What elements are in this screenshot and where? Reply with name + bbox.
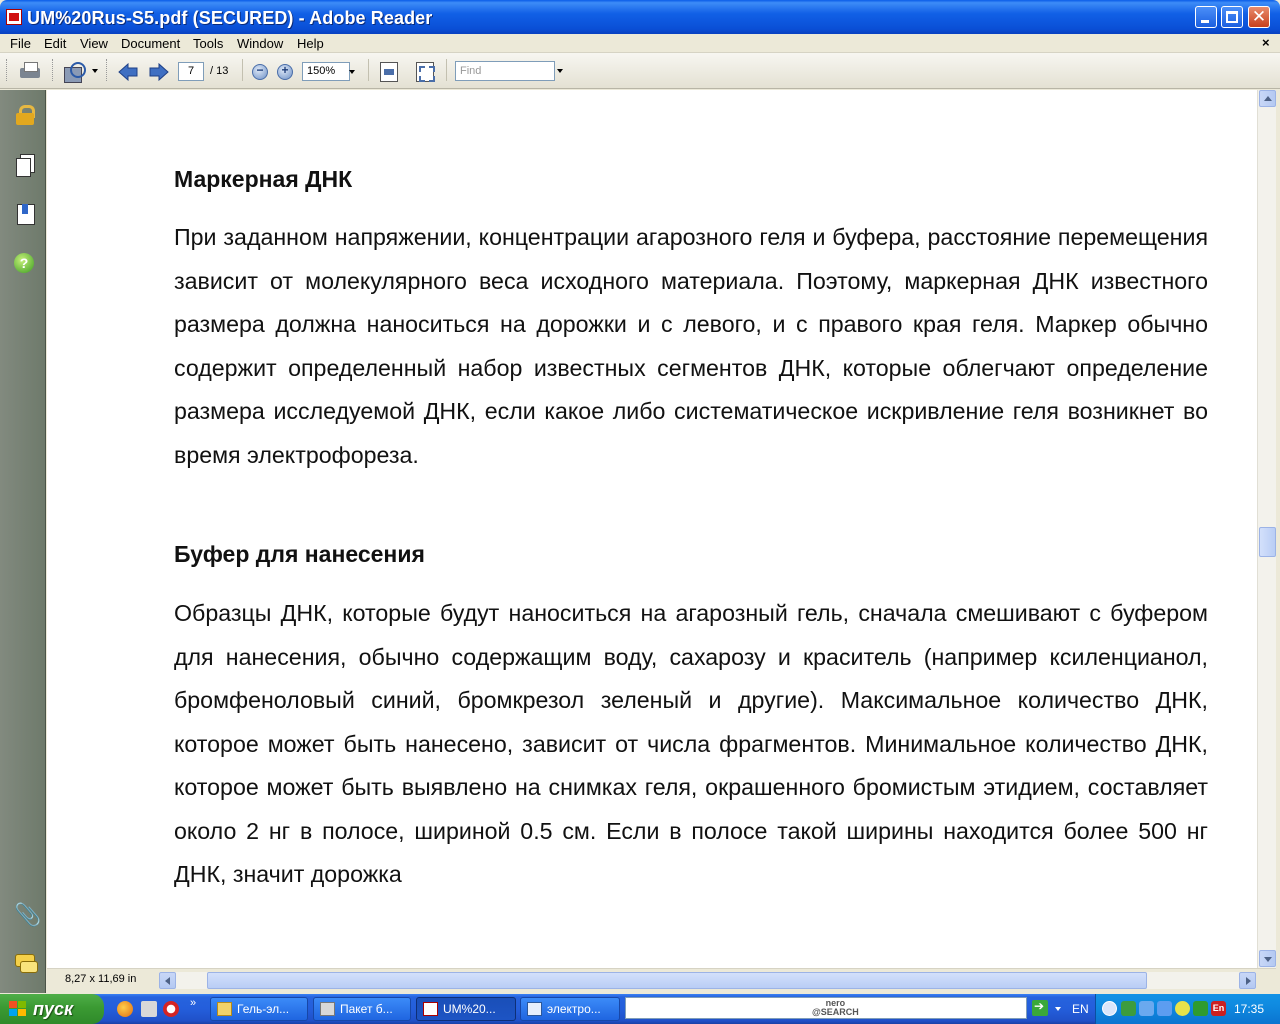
language-indicator[interactable]: EN <box>1072 1002 1089 1016</box>
scroll-down-icon[interactable] <box>1259 950 1276 967</box>
nero-search-input[interactable] <box>625 997 1027 1019</box>
section-heading: Буфер для нанесения <box>174 541 425 567</box>
search-dropdown-icon[interactable] <box>1055 1007 1061 1011</box>
section-paragraph: При заданном напряжении, концентрации агарозного геля и буфера, расстояние перемещения зависит от молекулярного веса исходного материала. Поэтому, маркерная ДНК известного размера должна наноситься на дорожки и с левого, и с правого края геля. Маркер обычно содержит определенный набор известных сегментов ДНК, которые облегчают определение размера исследуемой ДНК, если какое либо систематическое искривление геля возникнет во время электрофореза. <box>174 224 1208 468</box>
maximize-button[interactable] <box>1221 6 1243 28</box>
document-view[interactable] <box>47 90 1257 968</box>
fit-width-icon[interactable] <box>416 62 434 82</box>
menu-help[interactable]: Help <box>297 36 324 51</box>
security-shield-icon[interactable] <box>1175 1001 1190 1016</box>
search-go-icon[interactable] <box>1032 1000 1048 1016</box>
minimize-icon <box>1201 20 1209 23</box>
print-icon[interactable] <box>18 61 42 81</box>
zoom-level-input[interactable]: 150% <box>302 62 350 81</box>
menu-bar <box>0 34 1280 53</box>
system-tray <box>1095 994 1280 1024</box>
paperclip-icon[interactable]: 📎 <box>14 902 42 927</box>
navigation-pane <box>0 90 46 993</box>
toolbar-grip[interactable] <box>6 59 9 81</box>
vertical-scroll-thumb[interactable] <box>1259 527 1276 557</box>
zoom-dropdown[interactable] <box>346 62 358 81</box>
close-button[interactable] <box>1248 6 1270 28</box>
connection-icon[interactable] <box>1157 1001 1172 1016</box>
find-dropdown-icon[interactable] <box>557 69 563 73</box>
previous-page-icon[interactable] <box>118 63 138 81</box>
pages-icon[interactable] <box>14 154 36 176</box>
document-close-icon[interactable]: × <box>1262 35 1270 50</box>
search-document-icon[interactable] <box>62 61 90 83</box>
menu-edit[interactable]: Edit <box>44 36 67 51</box>
section-heading: Маркерная ДНК <box>174 166 353 192</box>
next-page-icon[interactable] <box>149 63 169 81</box>
taskbar-item-word[interactable] <box>520 997 620 1021</box>
taskbar-item-label: UM%20... <box>443 1002 496 1016</box>
taskbar <box>0 994 1280 1024</box>
toolbar-separator <box>242 59 243 81</box>
folder-icon <box>217 1002 232 1016</box>
page-size-label: 8,27 x 11,69 in <box>65 973 137 985</box>
start-label: пуск <box>33 999 74 1019</box>
toolbar-separator <box>446 59 447 81</box>
page-number-input[interactable]: 7 <box>178 62 204 81</box>
adobe-reader-icon <box>6 9 22 25</box>
scroll-right-icon[interactable] <box>1239 972 1256 989</box>
window-title: UM%20Rus-S5.pdf (SECURED) - Adobe Reader <box>27 8 433 28</box>
display-icon[interactable] <box>1139 1001 1154 1016</box>
windows-logo-icon <box>9 1001 27 1017</box>
menu-view[interactable]: View <box>80 36 108 51</box>
clock[interactable]: 17:35 <box>1234 1002 1265 1016</box>
page-count: / 13 <box>210 65 229 77</box>
toolbar-separator <box>368 59 369 81</box>
title-bar[interactable] <box>0 0 1280 34</box>
taskbar-item-package[interactable] <box>313 997 411 1021</box>
scroll-up-icon[interactable] <box>1259 90 1276 107</box>
keyboard-layout-icon[interactable]: En <box>1211 1001 1226 1016</box>
menu-window[interactable]: Window <box>237 36 284 51</box>
bookmarks-icon[interactable] <box>14 203 36 225</box>
fit-page-icon[interactable] <box>380 62 398 82</box>
vertical-scrollbar[interactable] <box>1257 90 1276 968</box>
start-button[interactable] <box>0 994 104 1024</box>
pdf-icon <box>423 1002 438 1016</box>
firefox-icon[interactable] <box>117 1001 133 1017</box>
opera-icon[interactable] <box>163 1001 179 1017</box>
zoom-in-icon[interactable]: + <box>277 64 293 80</box>
maximize-icon <box>1226 11 1238 23</box>
toolbar-grip[interactable] <box>52 59 55 81</box>
tray-collapse-icon[interactable] <box>1102 1001 1117 1016</box>
antivirus-icon[interactable] <box>1193 1001 1208 1016</box>
find-input[interactable]: Find <box>455 61 555 81</box>
nero-search-logo: nero @SEARCH <box>812 998 859 1017</box>
menu-tools[interactable]: Tools <box>193 36 224 51</box>
word-document-icon <box>527 1002 542 1016</box>
section-paragraph: Образцы ДНК, которые будут наноситься на агарозный гель, сначала смешивают с буфером для нанесения, обычно содержащим воду, сахарозу и краситель (например ксиленцианол, бромфеноловый синий, бромкрезол зеленый и другие). Максимальное количество ДНК, которое может быть нанесено, зависит от числа фрагментов. Минимальное количество ДНК, которое может быть выявлено на снимках геля, окрашенного бромистым этидием, составляет около 2 нг в полосе, шириной 0.5 см. Если в полосе такой ширины находится более 500 нг ДНК, значит дорожка <box>174 600 1208 887</box>
minimize-button[interactable] <box>1195 6 1217 28</box>
quicklaunch-more-icon[interactable]: » <box>190 997 197 1009</box>
zoom-out-icon[interactable]: − <box>252 64 268 80</box>
search-dropdown-icon[interactable] <box>92 69 98 73</box>
taskbar-item-label: Пакет б... <box>340 1002 393 1016</box>
horizontal-scroll-thumb[interactable] <box>207 972 1147 989</box>
help-icon[interactable]: ? <box>14 253 34 273</box>
quicklaunch-app-icon[interactable] <box>141 1001 157 1017</box>
status-bar <box>47 968 1276 990</box>
package-icon <box>320 1002 335 1016</box>
toolbar <box>0 53 1280 89</box>
network-icon[interactable] <box>1121 1001 1136 1016</box>
security-lock-icon[interactable] <box>14 104 36 126</box>
taskbar-item-folder[interactable] <box>210 997 308 1021</box>
menu-document[interactable]: Document <box>121 36 181 51</box>
taskbar-item-label: Гель-эл... <box>237 1002 290 1016</box>
scroll-left-icon[interactable] <box>159 972 176 989</box>
toolbar-grip[interactable] <box>106 59 109 81</box>
horizontal-scrollbar[interactable] <box>159 972 1256 989</box>
menu-file[interactable]: File <box>10 36 31 51</box>
taskbar-item-label: электро... <box>547 1002 601 1016</box>
chevron-down-icon <box>349 70 355 74</box>
comments-icon[interactable] <box>14 952 36 974</box>
close-icon: ✕ <box>1251 7 1267 26</box>
taskbar-item-adobe-reader[interactable] <box>416 997 516 1021</box>
